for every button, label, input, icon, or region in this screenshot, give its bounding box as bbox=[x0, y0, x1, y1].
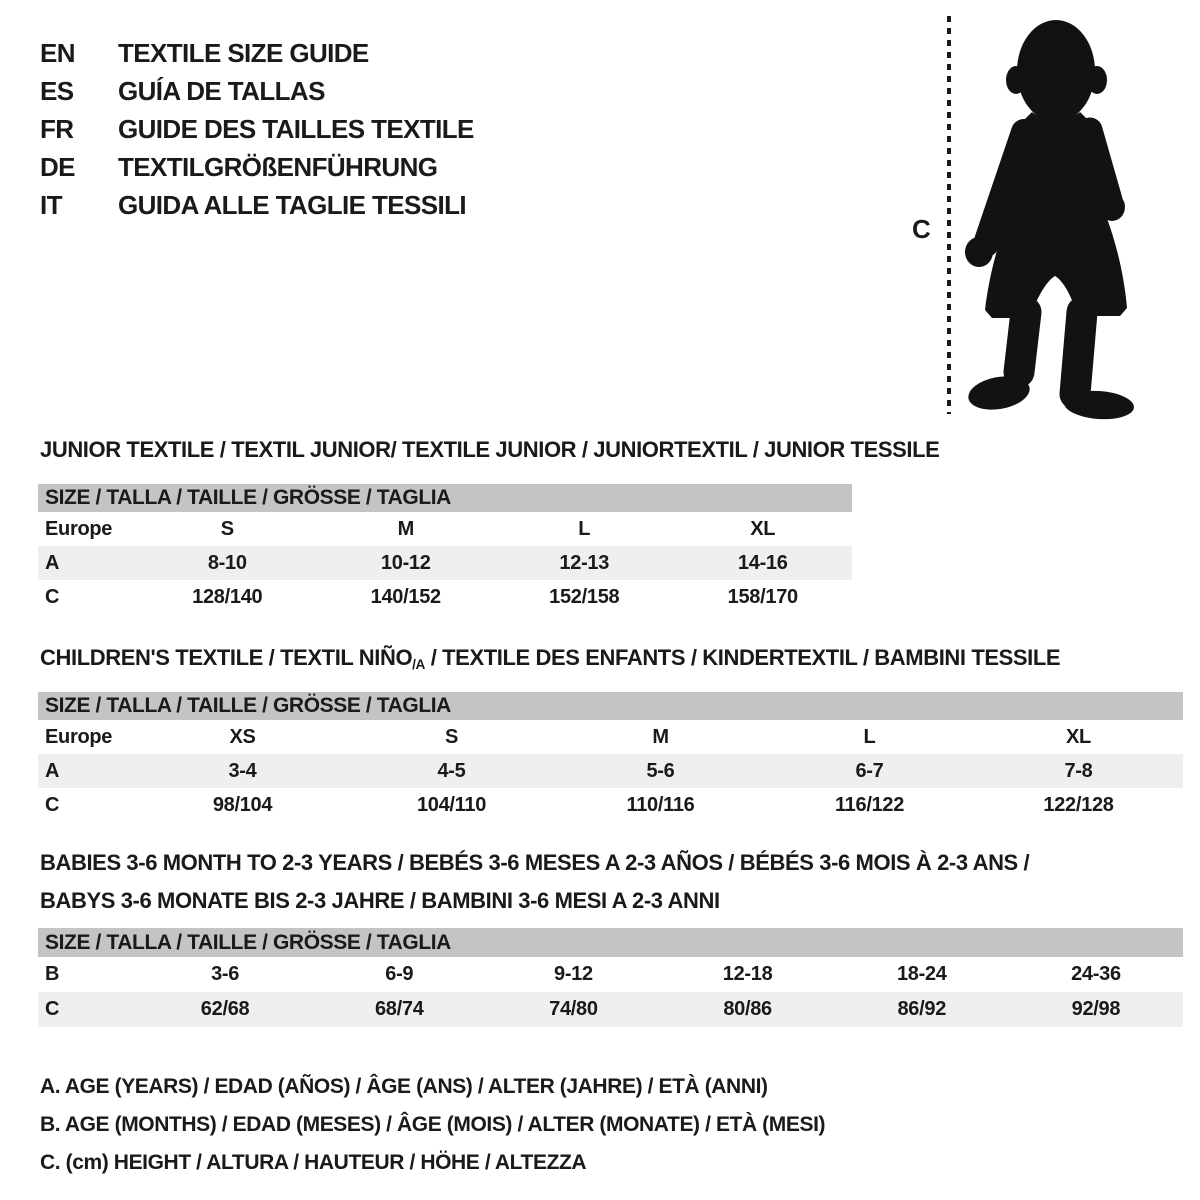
row-label: C bbox=[45, 998, 60, 1020]
junior-section-title: JUNIOR TEXTILE / TEXTIL JUNIOR/ TEXTILE JUNIOR / JUNIORTEXTIL / JUNIOR TESSILE bbox=[40, 437, 940, 462]
age-cell: 12-18 bbox=[722, 963, 773, 985]
age-cell: 10-12 bbox=[380, 551, 431, 574]
guide-title-fr: GUIDE DES TAILLES TEXTILE bbox=[118, 113, 474, 144]
language-row-de bbox=[40, 148, 474, 186]
height-cell: 92/98 bbox=[1071, 998, 1121, 1020]
language-row-en bbox=[40, 34, 474, 72]
age-cell: 9-12 bbox=[554, 963, 593, 985]
children-size-table bbox=[38, 692, 1183, 822]
legend-notes bbox=[40, 1068, 825, 1182]
language-row-fr bbox=[40, 110, 474, 148]
size-cell: L bbox=[863, 725, 876, 748]
table-row-height-cm bbox=[38, 580, 852, 614]
size-cell: M bbox=[652, 725, 669, 748]
height-measure-label: C bbox=[912, 214, 931, 244]
age-cell: 18-24 bbox=[896, 963, 947, 985]
size-cell: XL bbox=[1066, 725, 1091, 748]
row-label: Europe bbox=[45, 517, 113, 540]
height-cell: 122/128 bbox=[1043, 793, 1114, 816]
language-title-list bbox=[40, 34, 474, 224]
height-cell: 86/92 bbox=[897, 998, 947, 1020]
age-cell: 4-5 bbox=[437, 759, 466, 782]
children-title-subscript: /A bbox=[412, 657, 425, 673]
size-cell: M bbox=[397, 517, 414, 540]
size-cell: S bbox=[220, 517, 234, 540]
age-cell: 24-36 bbox=[1071, 963, 1121, 985]
size-header-text: SIZE / TALLA / TAILLE / GRÖSSE / TAGLIA bbox=[45, 694, 451, 717]
age-cell: 5-6 bbox=[646, 759, 675, 782]
size-header-bar bbox=[38, 484, 852, 512]
language-row-it bbox=[40, 186, 474, 224]
age-cell: 12-13 bbox=[559, 551, 610, 574]
size-cell: XS bbox=[229, 725, 256, 748]
note-age-years: A. AGE (YEARS) / EDAD (AÑOS) / ÂGE (ANS) / ALTER (JAHRE) / ETÀ (ANNI) bbox=[40, 1075, 768, 1098]
size-cell: L bbox=[578, 517, 591, 540]
language-code: EN bbox=[40, 37, 75, 68]
note-height-cm: C. (cm) HEIGHT / ALTURA / HAUTEUR / HÖHE / ALTEZZA bbox=[40, 1151, 587, 1174]
language-code: ES bbox=[40, 75, 74, 106]
row-label: A bbox=[45, 551, 60, 574]
children-title-prefix: CHILDREN'S TEXTILE / TEXTIL NIÑO bbox=[40, 645, 413, 670]
guide-title-en: TEXTILE SIZE GUIDE bbox=[118, 37, 369, 68]
height-cell: 152/158 bbox=[549, 585, 620, 608]
toddler-silhouette-icon bbox=[962, 14, 1140, 425]
guide-title-es: GUÍA DE TALLAS bbox=[118, 75, 325, 106]
language-code: FR bbox=[40, 113, 74, 144]
children-title-suffix: / TEXTILE DES ENFANTS / KINDERTEXTIL / BAMBINI TESSILE bbox=[425, 645, 1061, 670]
height-cell: 80/86 bbox=[723, 998, 772, 1020]
row-label: B bbox=[45, 963, 60, 985]
table-row-height-cm bbox=[38, 992, 1183, 1027]
height-cell: 158/170 bbox=[727, 585, 798, 608]
table-row-height-cm bbox=[38, 788, 1183, 822]
age-cell: 6-7 bbox=[855, 759, 884, 782]
height-cell: 74/80 bbox=[549, 998, 598, 1020]
age-cell: 7-8 bbox=[1064, 759, 1093, 782]
height-cell: 140/152 bbox=[370, 585, 441, 608]
height-cell: 104/110 bbox=[416, 793, 487, 816]
language-row-es bbox=[40, 72, 474, 110]
age-cell: 3-6 bbox=[211, 963, 240, 985]
age-cell: 6-9 bbox=[385, 963, 414, 985]
language-code: IT bbox=[40, 189, 62, 220]
children-section-title bbox=[40, 645, 1060, 672]
guide-title-de: TEXTILGRÖßENFÜHRUNG bbox=[118, 151, 438, 182]
row-label: C bbox=[45, 585, 60, 608]
size-header-text: SIZE / TALLA / TAILLE / GRÖSSE / TAGLIA bbox=[45, 486, 451, 509]
size-header-bar bbox=[38, 928, 1183, 957]
height-cell: 128/140 bbox=[192, 585, 263, 608]
babies-section-title-line1: BABIES 3-6 MONTH TO 2-3 YEARS / BEBÉS 3-6 MESES A 2-3 AÑOS / BÉBÉS 3-6 MOIS À 2-3 ANS / bbox=[40, 850, 1030, 875]
junior-size-table bbox=[38, 484, 852, 614]
size-cell: S bbox=[444, 725, 459, 748]
age-cell: 3-4 bbox=[228, 759, 257, 782]
note-age-months: B. AGE (MONTHS) / EDAD (MESES) / ÂGE (MOIS) / ALTER (MONATE) / ETÀ (MESI) bbox=[40, 1113, 826, 1136]
size-header-bar bbox=[38, 692, 1183, 720]
babies-size-table bbox=[38, 928, 1183, 1027]
row-label: A bbox=[45, 759, 60, 782]
height-cell: 110/116 bbox=[626, 793, 695, 816]
height-cell: 68/74 bbox=[374, 998, 424, 1020]
age-cell: 8-10 bbox=[207, 551, 247, 574]
height-measure-line bbox=[947, 16, 951, 414]
guide-title-it: GUIDA ALLE TAGLIE TESSILI bbox=[118, 189, 467, 220]
height-cell: 98/104 bbox=[212, 793, 273, 816]
height-cell: 116/122 bbox=[834, 793, 905, 816]
language-code: DE bbox=[40, 151, 75, 182]
height-cell: 62/68 bbox=[200, 998, 250, 1020]
table-row-europe bbox=[38, 720, 1183, 754]
size-cell: XL bbox=[750, 517, 776, 540]
table-row-europe bbox=[38, 512, 852, 546]
size-header-text: SIZE / TALLA / TAILLE / GRÖSSE / TAGLIA bbox=[45, 930, 451, 954]
babies-section-title-line2: BABYS 3-6 MONATE BIS 2-3 JAHRE / BAMBINI 3-6 MESI A 2-3 ANNI bbox=[40, 888, 720, 913]
table-row-age-months bbox=[38, 957, 1183, 992]
row-label: Europe bbox=[45, 725, 113, 748]
age-cell: 14-16 bbox=[737, 551, 788, 574]
row-label: C bbox=[45, 793, 60, 816]
table-row-age-years bbox=[38, 546, 852, 580]
table-row-age-years bbox=[38, 754, 1183, 788]
